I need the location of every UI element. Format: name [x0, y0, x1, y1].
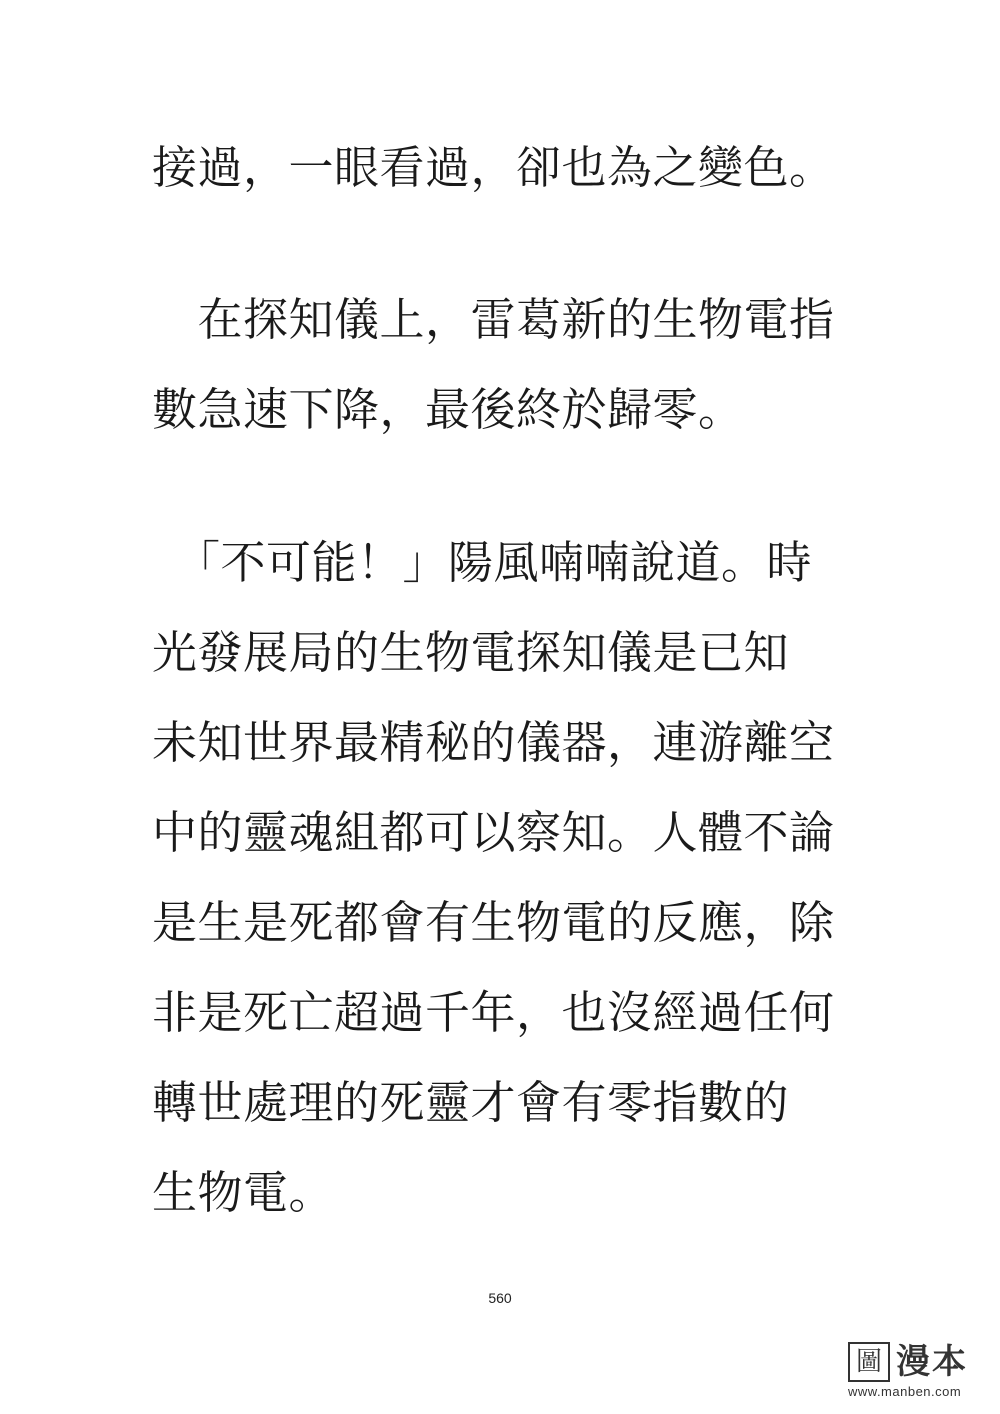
- watermark-logo: [848, 1342, 988, 1402]
- watermark-logo-icon: 圖: [848, 1342, 890, 1382]
- text-line: 非是死亡超過千年，也沒經過任何: [152, 986, 835, 1039]
- text-line: 轉世處理的死靈才會有零指數的: [152, 1076, 790, 1129]
- text-line: 接過，一眼看過，卻也為之變色。: [152, 141, 835, 194]
- watermark-url: www.manben.com: [848, 1384, 962, 1399]
- watermark-brand: 漫本: [896, 1342, 968, 1382]
- text-line: 未知世界最精秘的儀器，連游離空: [152, 716, 835, 769]
- text-line: 是生是死都會有生物電的反應，除: [152, 896, 835, 949]
- text-line: 數急速下降，最後終於歸零。: [152, 383, 744, 436]
- text-line: 光發展局的生物電探知儀是已知: [152, 626, 790, 679]
- text-line: 生物電。: [152, 1166, 335, 1219]
- text-line: 中的靈魂組都可以察知。人體不論: [152, 806, 835, 859]
- page-number: 560: [488, 1290, 512, 1306]
- text-line: 「不可能！」陽風喃喃說道。時: [152, 536, 813, 589]
- text-line: 在探知儀上，雷葛新的生物電指: [152, 293, 835, 346]
